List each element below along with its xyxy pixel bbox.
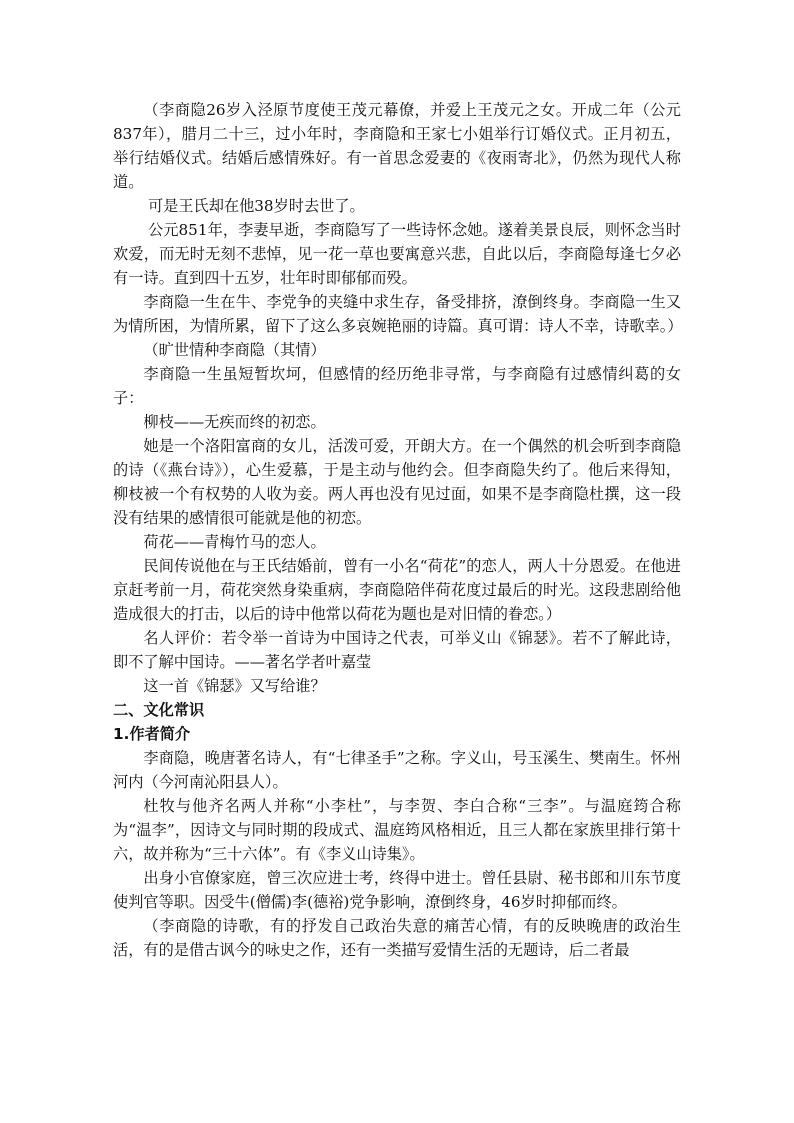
paragraph-wang-death: 可是王氏却在他38岁时去世了。 [147, 197, 365, 215]
paragraph-career: 出身小官僚家庭，曾三次应进士考，终得中进士。曾任县尉、秘书郎和川东节度使判官等职。因受牛(僧儒)李(德裕)党争影响，潦倒终身，46岁时抑郁而终。 [113, 869, 681, 911]
paragraph-jinse-question: 这一首《锦瑟》又写给谁？ [143, 677, 326, 695]
paragraph-liuzhi-story: 她是一个洛阳富商的女儿，活泼可爱，开朗大方。在一个偶然的机会听到李商隐的诗（《燕台诗》），心生爱慕，于是主动与他约会。但李商隐失约了。他后来得知，柳枝被一个有权势的人收为妾。两人再也没有见过面，如果不是李商隐杜撰，这一段没有结果的感情很可能就是他的初恋。 [113, 437, 681, 527]
subsection-heading-author: 1.作者简介 [113, 725, 191, 743]
document-body [113, 98, 681, 962]
paragraph-names: 杜牧与他齐名两人并称“小李杜”，与李贺、李白合称“三李”。与温庭筠合称为“温李”，因诗文与同时期的段成式、温庭筠风格相近，且三人都在家族里排行第十六，故并称为“三十六体”。有《李义山诗集》。 [113, 797, 681, 863]
paragraph-famous-comment: 名人评价：若令举一首诗为中国诗之代表，可举义山《锦瑟》。若不了解此诗，即不了解中国诗。——著名学者叶嘉莹 [113, 629, 681, 671]
paragraph-poetry-types: （李商隐的诗歌，有的抒发自己政治失意的痛苦心情，有的反映晚唐的政治生活，有的是借古讽今的咏史之作，还有一类描写爱情生活的无题诗，后二者最 [113, 917, 681, 959]
paragraph-author-intro: 李商隐，晚唐著名诗人，有“七律圣手”之称。字义山，号玉溪生、樊南生。怀州河内（今河南沁阳县人）。 [113, 749, 681, 791]
paragraph-mourning: 公元851年，李妻早逝，李商隐写了一些诗怀念她。遂着美景良辰，则怀念当时欢爱，而无时无刻不悲悼，见一花一草也要寓意兴悲，自此以后，李商隐每逢七夕必有一诗。直到四十五岁，壮年时即郁郁而殁。 [113, 221, 681, 287]
section-heading-culture: 二、文化常识 [113, 701, 205, 719]
paragraph-subtitle-romance: （旷世情种李商隐（其情） [143, 341, 326, 359]
paragraph-party-struggle: 李商隐一生在牛、李党争的夹缝中求生存，备受排挤，潦倒终身。李商隐一生又为情所困，为情所累，留下了这么多哀婉艳丽的诗篇。真可谓：诗人不幸，诗歌幸。） [113, 293, 683, 335]
paragraph-hehua-story: 民间传说他在与王氏结婚前，曾有一小名“荷花”的恋人，两人十分恩爱。在他进京赶考前一月，荷花突然身染重病，李商隐陪伴荷花度过最后的时光。这段悲剧给他造成很大的打击，以后的诗中他常以荷花为题也是对旧情的眷恋。） [113, 557, 681, 623]
paragraph-marriage: （李商隐26岁入泾原节度使王茂元幕僚，并爱上王茂元之女。开成二年（公元837年），腊月二十三，过小年时，李商隐和王家七小姐举行订婚仪式。正月初五，举行结婚仪式。结婚后感情殊好。有一首思念爱妻的《夜雨寄北》，仍然为现代人称道。 [113, 101, 681, 191]
paragraph-hehua-title: 荷花——青梅竹马的恋人。 [143, 533, 326, 551]
paragraph-romance-intro: 李商隐一生虽短暂坎坷，但感情的经历绝非寻常，与李商隐有过感情纠葛的女子： [113, 365, 681, 407]
paragraph-liuzhi-title: 柳枝——无疾而终的初恋。 [143, 413, 326, 431]
